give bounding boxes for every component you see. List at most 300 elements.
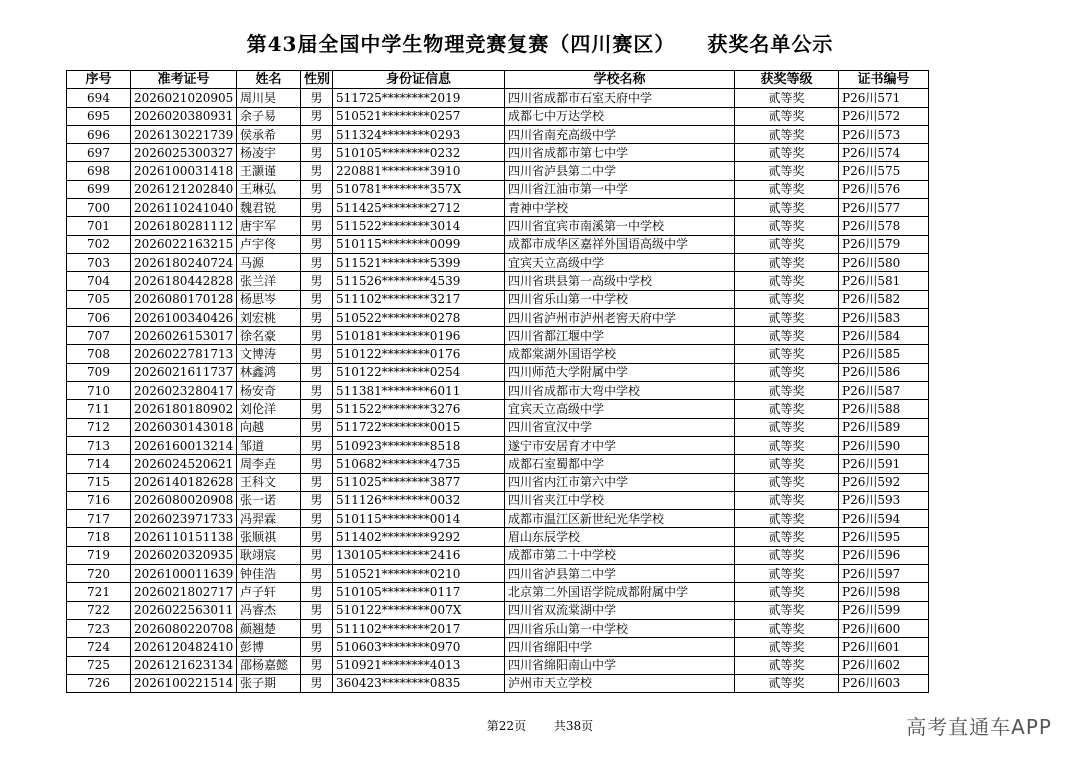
cell-gender: 男 [301, 418, 333, 436]
header-name: 姓名 [237, 71, 301, 89]
cell-award-level: 贰等奖 [735, 144, 839, 162]
cell-id-info: 511725********2019 [333, 89, 505, 107]
cell-id-info: 511126********0032 [333, 491, 505, 509]
cell-certificate: P26川593 [839, 491, 929, 509]
table-row [67, 107, 929, 125]
table-row [67, 418, 929, 436]
table-row [67, 656, 929, 674]
cell-exam-id: 2026160013214 [131, 436, 237, 454]
cell-gender: 男 [301, 235, 333, 253]
cell-id-info: 130105********2416 [333, 546, 505, 564]
cell-school: 四川师范大学附属中学 [505, 363, 735, 381]
cell-award-level: 贰等奖 [735, 418, 839, 436]
table-row [67, 144, 929, 162]
table-row [67, 455, 929, 473]
cell-name: 徐名豪 [237, 327, 301, 345]
cell-id-info: 511526********4539 [333, 272, 505, 290]
cell-school: 成都石室蜀都中学 [505, 455, 735, 473]
cell-id-info: 511025********3877 [333, 473, 505, 491]
cell-certificate: P26川586 [839, 363, 929, 381]
page-number: 第22页 [486, 719, 527, 733]
cell-exam-id: 2026180442828 [131, 272, 237, 290]
cell-award-level: 贰等奖 [735, 656, 839, 674]
cell-exam-id: 2026100031418 [131, 162, 237, 180]
cell-seq: 697 [67, 144, 131, 162]
cell-gender: 男 [301, 253, 333, 271]
cell-id-info: 510122********0176 [333, 345, 505, 363]
cell-name: 侯承希 [237, 125, 301, 143]
header-school: 学校名称 [505, 71, 735, 89]
cell-id-info: 510105********0232 [333, 144, 505, 162]
cell-exam-id: 2026026153017 [131, 327, 237, 345]
cell-id-info: 511522********3276 [333, 400, 505, 418]
cell-school: 宜宾天立高级中学 [505, 400, 735, 418]
cell-seq: 710 [67, 382, 131, 400]
cell-name: 卢宇佟 [237, 235, 301, 253]
cell-school: 眉山东辰学校 [505, 528, 735, 546]
cell-seq: 695 [67, 107, 131, 125]
cell-gender: 男 [301, 290, 333, 308]
cell-certificate: P26川602 [839, 656, 929, 674]
cell-certificate: P26川596 [839, 546, 929, 564]
table-row [67, 674, 929, 692]
cell-gender: 男 [301, 473, 333, 491]
cell-gender: 男 [301, 491, 333, 509]
cell-certificate: P26川598 [839, 583, 929, 601]
cell-award-level: 贰等奖 [735, 400, 839, 418]
cell-award-level: 贰等奖 [735, 235, 839, 253]
cell-certificate: P26川583 [839, 308, 929, 326]
cell-certificate: P26川578 [839, 217, 929, 235]
cell-school: 四川省南充高级中学 [505, 125, 735, 143]
cell-exam-id: 2026023971733 [131, 510, 237, 528]
table-row [67, 345, 929, 363]
cell-seq: 713 [67, 436, 131, 454]
cell-school: 遂宁市安居育才中学 [505, 436, 735, 454]
cell-gender: 男 [301, 199, 333, 217]
cell-seq: 703 [67, 253, 131, 271]
cell-certificate: P26川589 [839, 418, 929, 436]
cell-gender: 男 [301, 583, 333, 601]
cell-school: 四川省珙县第一高级中学校 [505, 272, 735, 290]
cell-gender: 男 [301, 162, 333, 180]
cell-exam-id: 2026021020905 [131, 89, 237, 107]
header-gender: 性别 [301, 71, 333, 89]
cell-school: 四川省泸州市泸州老窖天府中学 [505, 308, 735, 326]
table-row [67, 162, 929, 180]
cell-seq: 711 [67, 400, 131, 418]
cell-school: 青神中学校 [505, 199, 735, 217]
cell-certificate: P26川597 [839, 565, 929, 583]
cell-id-info: 511381********6011 [333, 382, 505, 400]
cell-name: 杨凌宇 [237, 144, 301, 162]
cell-id-info: 511102********3217 [333, 290, 505, 308]
cell-seq: 724 [67, 638, 131, 656]
cell-school: 成都市成华区嘉祥外国语高级中学 [505, 235, 735, 253]
cell-id-info: 511324********0293 [333, 125, 505, 143]
cell-seq: 714 [67, 455, 131, 473]
cell-exam-id: 2026180180902 [131, 400, 237, 418]
cell-gender: 男 [301, 382, 333, 400]
award-table [66, 70, 929, 693]
cell-gender: 男 [301, 565, 333, 583]
cell-seq: 719 [67, 546, 131, 564]
cell-id-info: 510682********4735 [333, 455, 505, 473]
cell-gender: 男 [301, 107, 333, 125]
cell-certificate: P26川579 [839, 235, 929, 253]
cell-school: 泸州市天立学校 [505, 674, 735, 692]
cell-name: 周川昊 [237, 89, 301, 107]
cell-gender: 男 [301, 528, 333, 546]
page-title: 第43届全国中学生物理竞赛复赛（四川赛区） 获奖名单公示 [246, 32, 834, 56]
table-row [67, 290, 929, 308]
table-row [67, 89, 929, 107]
cell-exam-id: 2026021802717 [131, 583, 237, 601]
cell-school: 成都市温江区新世纪光华学校 [505, 510, 735, 528]
cell-exam-id: 2026180281112 [131, 217, 237, 235]
table-row [67, 510, 929, 528]
cell-certificate: P26川572 [839, 107, 929, 125]
cell-award-level: 贰等奖 [735, 253, 839, 271]
cell-school: 四川省乐山第一中学校 [505, 290, 735, 308]
cell-certificate: P26川588 [839, 400, 929, 418]
cell-certificate: P26川573 [839, 125, 929, 143]
cell-exam-id: 2026080170128 [131, 290, 237, 308]
cell-id-info: 360423********0835 [333, 674, 505, 692]
cell-certificate: P26川587 [839, 382, 929, 400]
table-row [67, 619, 929, 637]
cell-award-level: 贰等奖 [735, 162, 839, 180]
table-row [67, 363, 929, 381]
cell-certificate: P26川595 [839, 528, 929, 546]
cell-certificate: P26川575 [839, 162, 929, 180]
cell-name: 马源 [237, 253, 301, 271]
cell-seq: 708 [67, 345, 131, 363]
cell-award-level: 贰等奖 [735, 436, 839, 454]
cell-name: 杨思岑 [237, 290, 301, 308]
cell-award-level: 贰等奖 [735, 345, 839, 363]
table-row [67, 546, 929, 564]
cell-seq: 709 [67, 363, 131, 381]
cell-name: 张顺祺 [237, 528, 301, 546]
cell-id-info: 510921********4013 [333, 656, 505, 674]
cell-award-level: 贰等奖 [735, 583, 839, 601]
cell-certificate: P26川582 [839, 290, 929, 308]
cell-award-level: 贰等奖 [735, 546, 839, 564]
cell-award-level: 贰等奖 [735, 89, 839, 107]
cell-seq: 716 [67, 491, 131, 509]
cell-school: 四川省泸县第二中学 [505, 565, 735, 583]
cell-certificate: P26川591 [839, 455, 929, 473]
cell-award-level: 贰等奖 [735, 455, 839, 473]
cell-seq: 722 [67, 601, 131, 619]
cell-school: 四川省都江堰中学 [505, 327, 735, 345]
cell-id-info: 510181********0196 [333, 327, 505, 345]
cell-name: 刘伦洋 [237, 400, 301, 418]
cell-award-level: 贰等奖 [735, 491, 839, 509]
cell-exam-id: 2026023280417 [131, 382, 237, 400]
cell-gender: 男 [301, 89, 333, 107]
cell-certificate: P26川585 [839, 345, 929, 363]
header-id-info: 身份证信息 [333, 71, 505, 89]
cell-name: 钟佳浩 [237, 565, 301, 583]
cell-seq: 699 [67, 180, 131, 198]
table-row [67, 382, 929, 400]
cell-certificate: P26川577 [839, 199, 929, 217]
cell-name: 王灏谨 [237, 162, 301, 180]
cell-gender: 男 [301, 345, 333, 363]
cell-school: 四川省绵阳中学 [505, 638, 735, 656]
cell-award-level: 贰等奖 [735, 638, 839, 656]
cell-exam-id: 2026022781713 [131, 345, 237, 363]
cell-id-info: 511522********3014 [333, 217, 505, 235]
cell-school: 北京第二外国语学院成都附属中学 [505, 583, 735, 601]
cell-exam-id: 2026024520621 [131, 455, 237, 473]
cell-id-info: 511402********9292 [333, 528, 505, 546]
cell-name: 邵杨嘉懿 [237, 656, 301, 674]
cell-name: 杨安奇 [237, 382, 301, 400]
cell-award-level: 贰等奖 [735, 565, 839, 583]
cell-seq: 704 [67, 272, 131, 290]
cell-exam-id: 2026140182628 [131, 473, 237, 491]
cell-exam-id: 2026022163215 [131, 235, 237, 253]
cell-gender: 男 [301, 656, 333, 674]
table-row [67, 473, 929, 491]
cell-certificate: P26川590 [839, 436, 929, 454]
cell-award-level: 贰等奖 [735, 327, 839, 345]
cell-seq: 700 [67, 199, 131, 217]
cell-exam-id: 2026100340426 [131, 308, 237, 326]
cell-award-level: 贰等奖 [735, 601, 839, 619]
cell-id-info: 511425********2712 [333, 199, 505, 217]
table-row [67, 601, 929, 619]
cell-exam-id: 2026021611737 [131, 363, 237, 381]
header-exam-id: 准考证号 [131, 71, 237, 89]
table-row [67, 436, 929, 454]
cell-school: 四川省宣汉中学 [505, 418, 735, 436]
cell-seq: 712 [67, 418, 131, 436]
cell-name: 冯羿霖 [237, 510, 301, 528]
cell-award-level: 贰等奖 [735, 363, 839, 381]
cell-name: 邹道 [237, 436, 301, 454]
cell-gender: 男 [301, 638, 333, 656]
table-header-row [67, 71, 929, 89]
cell-seq: 718 [67, 528, 131, 546]
cell-certificate: P26川574 [839, 144, 929, 162]
cell-certificate: P26川603 [839, 674, 929, 692]
cell-seq: 698 [67, 162, 131, 180]
cell-seq: 715 [67, 473, 131, 491]
cell-name: 卢子轩 [237, 583, 301, 601]
cell-seq: 721 [67, 583, 131, 601]
cell-exam-id: 2026130221739 [131, 125, 237, 143]
cell-id-info: 511102********2017 [333, 619, 505, 637]
cell-gender: 男 [301, 308, 333, 326]
cell-name: 周李垚 [237, 455, 301, 473]
cell-school: 成都七中万达学校 [505, 107, 735, 125]
cell-id-info: 510521********0210 [333, 565, 505, 583]
cell-name: 魏君锐 [237, 199, 301, 217]
cell-name: 唐宇军 [237, 217, 301, 235]
cell-gender: 男 [301, 272, 333, 290]
table-row [67, 217, 929, 235]
cell-exam-id: 2026080220708 [131, 619, 237, 637]
cell-school: 四川省内江市第六中学 [505, 473, 735, 491]
cell-gender: 男 [301, 363, 333, 381]
cell-id-info: 510105********0117 [333, 583, 505, 601]
cell-name: 颜翘楚 [237, 619, 301, 637]
cell-school: 四川省成都市大弯中学校 [505, 382, 735, 400]
table-row [67, 491, 929, 509]
table-row [67, 583, 929, 601]
cell-certificate: P26川599 [839, 601, 929, 619]
cell-id-info: 510603********0970 [333, 638, 505, 656]
cell-seq: 726 [67, 674, 131, 692]
cell-school: 四川省夹江中学校 [505, 491, 735, 509]
cell-certificate: P26川581 [839, 272, 929, 290]
cell-seq: 723 [67, 619, 131, 637]
cell-exam-id: 2026025300327 [131, 144, 237, 162]
cell-award-level: 贰等奖 [735, 619, 839, 637]
cell-id-info: 510923********8518 [333, 436, 505, 454]
cell-award-level: 贰等奖 [735, 510, 839, 528]
cell-name: 王琳弘 [237, 180, 301, 198]
cell-award-level: 贰等奖 [735, 382, 839, 400]
cell-seq: 707 [67, 327, 131, 345]
cell-name: 张一诺 [237, 491, 301, 509]
header-seq: 序号 [67, 71, 131, 89]
cell-exam-id: 2026100011639 [131, 565, 237, 583]
cell-gender: 男 [301, 436, 333, 454]
cell-seq: 706 [67, 308, 131, 326]
cell-id-info: 510122********007X [333, 601, 505, 619]
cell-name: 彭博 [237, 638, 301, 656]
cell-seq: 696 [67, 125, 131, 143]
cell-exam-id: 2026030143018 [131, 418, 237, 436]
table-row [67, 272, 929, 290]
cell-exam-id: 2026120482410 [131, 638, 237, 656]
cell-id-info: 511521********5399 [333, 253, 505, 271]
cell-gender: 男 [301, 327, 333, 345]
cell-certificate: P26川584 [839, 327, 929, 345]
cell-exam-id: 2026121623134 [131, 656, 237, 674]
cell-school: 四川省宜宾市南溪第一中学校 [505, 217, 735, 235]
cell-exam-id: 2026180240724 [131, 253, 237, 271]
cell-school: 四川省泸县第二中学 [505, 162, 735, 180]
cell-id-info: 510522********0278 [333, 308, 505, 326]
cell-gender: 男 [301, 601, 333, 619]
table-row [67, 253, 929, 271]
cell-school: 四川省乐山第一中学校 [505, 619, 735, 637]
table-row [67, 180, 929, 198]
cell-exam-id: 2026110151138 [131, 528, 237, 546]
table-row [67, 400, 929, 418]
cell-seq: 717 [67, 510, 131, 528]
cell-school: 四川省江油市第一中学 [505, 180, 735, 198]
cell-school: 宜宾天立高级中学 [505, 253, 735, 271]
cell-seq: 694 [67, 89, 131, 107]
cell-name: 王科文 [237, 473, 301, 491]
cell-name: 文博涛 [237, 345, 301, 363]
cell-gender: 男 [301, 546, 333, 564]
cell-id-info: 510115********0099 [333, 235, 505, 253]
cell-award-level: 贰等奖 [735, 107, 839, 125]
cell-school: 四川省成都市第七中学 [505, 144, 735, 162]
cell-gender: 男 [301, 455, 333, 473]
cell-award-level: 贰等奖 [735, 528, 839, 546]
cell-school: 成都棠湖外国语学校 [505, 345, 735, 363]
cell-name: 耿翊宸 [237, 546, 301, 564]
cell-exam-id: 2026022563011 [131, 601, 237, 619]
cell-name: 向越 [237, 418, 301, 436]
cell-seq: 725 [67, 656, 131, 674]
cell-certificate: P26川594 [839, 510, 929, 528]
table-row [67, 125, 929, 143]
cell-gender: 男 [301, 125, 333, 143]
cell-gender: 男 [301, 674, 333, 692]
cell-gender: 男 [301, 217, 333, 235]
table-row [67, 528, 929, 546]
cell-exam-id: 2026100221514 [131, 674, 237, 692]
cell-award-level: 贰等奖 [735, 674, 839, 692]
cell-certificate: P26川592 [839, 473, 929, 491]
table-row [67, 638, 929, 656]
cell-school: 成都市第二十中学校 [505, 546, 735, 564]
cell-certificate: P26川580 [839, 253, 929, 271]
table-row [67, 565, 929, 583]
cell-id-info: 510781********357X [333, 180, 505, 198]
cell-seq: 701 [67, 217, 131, 235]
cell-award-level: 贰等奖 [735, 473, 839, 491]
cell-id-info: 510115********0014 [333, 510, 505, 528]
cell-id-info: 511722********0015 [333, 418, 505, 436]
header-certificate: 证书编号 [839, 71, 929, 89]
cell-school: 四川省绵阳南山中学 [505, 656, 735, 674]
cell-gender: 男 [301, 619, 333, 637]
cell-seq: 702 [67, 235, 131, 253]
cell-exam-id: 2026020320935 [131, 546, 237, 564]
cell-gender: 男 [301, 180, 333, 198]
cell-id-info: 510122********0254 [333, 363, 505, 381]
table-row [67, 235, 929, 253]
cell-id-info: 510521********0257 [333, 107, 505, 125]
page-total: 共38页 [553, 719, 594, 733]
table-row [67, 199, 929, 217]
cell-award-level: 贰等奖 [735, 290, 839, 308]
cell-gender: 男 [301, 400, 333, 418]
cell-certificate: P26川601 [839, 638, 929, 656]
cell-name: 张子期 [237, 674, 301, 692]
cell-name: 余子易 [237, 107, 301, 125]
cell-school: 四川省成都市石室天府中学 [505, 89, 735, 107]
cell-name: 冯睿杰 [237, 601, 301, 619]
cell-exam-id: 2026020380931 [131, 107, 237, 125]
cell-gender: 男 [301, 510, 333, 528]
cell-award-level: 贰等奖 [735, 217, 839, 235]
cell-name: 张兰洋 [237, 272, 301, 290]
table-body [67, 89, 929, 693]
cell-school: 四川省双流棠湖中学 [505, 601, 735, 619]
cell-award-level: 贰等奖 [735, 272, 839, 290]
cell-award-level: 贰等奖 [735, 199, 839, 217]
cell-name: 林鑫鸿 [237, 363, 301, 381]
cell-name: 刘宏桃 [237, 308, 301, 326]
cell-certificate: P26川576 [839, 180, 929, 198]
watermark: 高考直通车APP [906, 715, 1052, 739]
cell-gender: 男 [301, 144, 333, 162]
cell-exam-id: 2026080020908 [131, 491, 237, 509]
cell-award-level: 贰等奖 [735, 308, 839, 326]
